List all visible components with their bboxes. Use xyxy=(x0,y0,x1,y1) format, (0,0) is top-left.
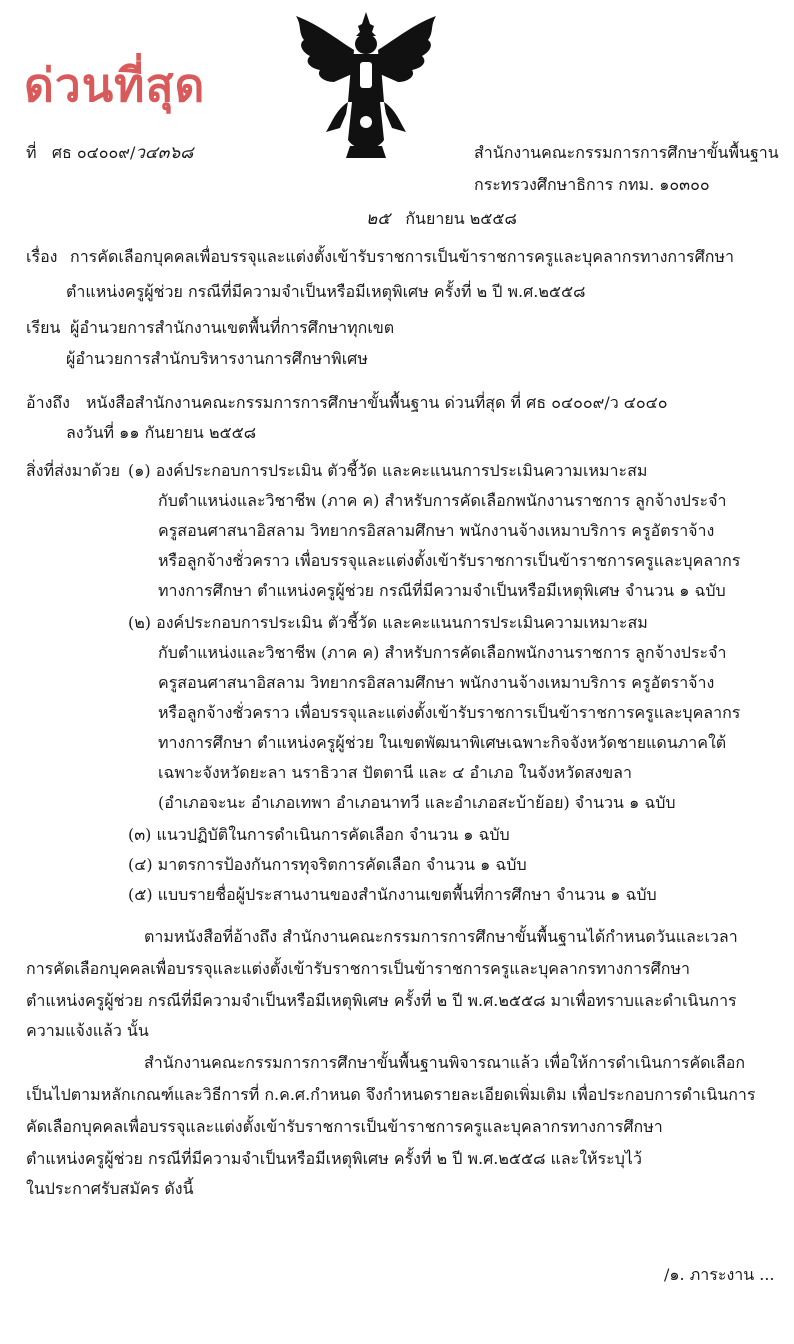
doc-number-label: ที่ xyxy=(26,143,37,162)
enclosure-2-line: (อำเภอจะนะ อำเภอเทพา อำเภอนาทวี และอำเภอสะบ้าย้อย) จำนวน ๑ ฉบับ xyxy=(158,793,676,812)
paragraph-2-line: ตำแหน่งครูผู้ช่วย กรณีที่มีความจำเป็นหรือมีเหตุพิเศษ ครั้งที่ ๒ ปี พ.ศ.๒๕๕๘ และให้ระบุไว้ xyxy=(26,1149,642,1168)
doc-number xyxy=(26,142,193,164)
document-date xyxy=(366,208,517,230)
paragraph-2-line: ในประกาศรับสมัคร ดังนี้ xyxy=(26,1179,194,1198)
doc-number-value: ศธ ๐๔๐๐๙/ xyxy=(51,143,136,162)
continuation-note: /๑. ภาระงาน ... xyxy=(664,1265,775,1284)
issuer-line2: กระทรวงศึกษาธิการ กทม. ๑๐๓๐๐ xyxy=(474,175,710,194)
enclosure-2-line: เฉพาะจังหวัดยะลา นราธิวาส ปัตตานี และ ๔ อำเภอ ในจังหวัดสงขลา xyxy=(158,763,632,782)
paragraph-1-line: ตำแหน่งครูผู้ช่วย กรณีที่มีความจำเป็นหรือมีเหตุพิเศษ ครั้งที่ ๒ ปี พ.ศ.๒๕๕๘ มาเพื่อทราบและดำเนินการ xyxy=(26,991,737,1010)
subject-line1: การคัดเลือกบุคคลเพื่อบรรจุและแต่งตั้งเข้ารับราชการเป็นข้าราชการครูและบุคลากรทางการศึกษา xyxy=(70,247,735,266)
date-day-handwritten: ๒๕ xyxy=(366,209,391,229)
paragraph-2-line: คัดเลือกบุคคลเพื่อบรรจุและแต่งตั้งเข้ารับราชการเป็นข้าราชการครูและบุคลากรทางการศึกษา xyxy=(26,1117,663,1136)
reference-line2: ลงวันที่ ๑๑ กันยายน ๒๕๕๘ xyxy=(66,423,257,442)
enclosure-1-line: ครูสอนศาสนาอิสลาม วิทยากรอิสลามศึกษา พนักงานจ้างเหมาบริการ ครูอัตราจ้าง xyxy=(158,521,715,540)
enclosure-4: (๔) มาตรการป้องกันการทุจริตการคัดเลือก จำนวน ๑ ฉบับ xyxy=(128,855,527,874)
enclosure-2-line: หรือลูกจ้างชั่วคราว เพื่อบรรจุและแต่งตั้งเข้ารับราชการเป็นข้าราชการครูและบุคลากร xyxy=(158,703,741,722)
enclosure-2-line: กับตำแหน่งและวิชาชีพ (ภาค ค) สำหรับการคัดเลือกพนักงานราชการ ลูกจ้างประจำ xyxy=(158,643,727,662)
enclosure-2-line: (๒) องค์ประกอบการประเมิน ตัวชี้วัด และคะแนนการประเมินความเหมาะสม xyxy=(128,613,648,632)
paragraph-1-line: การคัดเลือกบุคคลเพื่อบรรจุและแต่งตั้งเข้ารับราชการเป็นข้าราชการครูและบุคลากรทางการศึกษา xyxy=(26,959,691,978)
doc-number-handwritten: ว๔๓๖๘ xyxy=(135,143,194,163)
paragraph-2-line: เป็นไปตามหลักเกณฑ์และวิธีการที่ ก.ค.ศ.กำหนด จึงกำหนดรายละเอียดเพิ่มเติม เพื่อประกอบการดำเนินการ xyxy=(26,1085,756,1104)
paragraph-2-line: สำนักงานคณะกรรมการการศึกษาขั้นพื้นฐานพิจารณาแล้ว เพื่อให้การดำเนินการคัดเลือก xyxy=(144,1053,746,1072)
date-month-year: กันยายน ๒๕๕๘ xyxy=(405,209,517,228)
paragraph-1-line: ความแจ้งแล้ว นั้น xyxy=(26,1021,149,1040)
paragraph-1-line: ตามหนังสือที่อ้างถึง สำนักงานคณะกรรมการการศึกษาขั้นพื้นฐานได้กำหนดวันและเวลา xyxy=(144,927,738,946)
enclosure-2-line: ครูสอนศาสนาอิสลาม วิทยากรอิสลามศึกษา พนักงานจ้างเหมาบริการ ครูอัตราจ้าง xyxy=(158,673,715,692)
garuda-emblem-icon xyxy=(288,10,444,160)
enclosure-2-line: ทางการศึกษา ตำแหน่งครูผู้ช่วย ในเขตพัฒนาพิเศษเฉพาะกิจจังหวัดชายแดนภาคใต้ xyxy=(158,733,727,752)
subject-line2: ตำแหน่งครูผู้ช่วย กรณีที่มีความจำเป็นหรือมีเหตุพิเศษ ครั้งที่ ๒ ปี พ.ศ.๒๕๕๘ xyxy=(66,282,586,301)
enclosure-1-line: กับตำแหน่งและวิชาชีพ (ภาค ค) สำหรับการคัดเลือกพนักงานราชการ ลูกจ้างประจำ xyxy=(158,491,727,510)
enclosure-5: (๕) แบบรายชื่อผู้ประสานงานของสำนักงานเขตพื้นที่การศึกษา จำนวน ๑ ฉบับ xyxy=(128,885,657,904)
enclosure-1-line: หรือลูกจ้างชั่วคราว เพื่อบรรจุและแต่งตั้งเข้ารับราชการเป็นข้าราชการครูและบุคลากร xyxy=(158,551,741,570)
urgent-stamp: ด่วนที่สุด xyxy=(24,58,206,112)
to-line2: ผู้อำนวยการสำนักบริหารงานการศึกษาพิเศษ xyxy=(66,349,368,368)
enclosure-1-line: (๑) องค์ประกอบการประเมิน ตัวชี้วัด และคะแนนการประเมินความเหมาะสม xyxy=(128,461,648,480)
subject-label: เรื่อง xyxy=(26,247,58,266)
enclosure-3: (๓) แนวปฏิบัติในการดำเนินการคัดเลือก จำนวน ๑ ฉบับ xyxy=(128,825,510,844)
reference-label: อ้างถึง xyxy=(26,393,70,412)
issuer-line1: สำนักงานคณะกรรมการการศึกษาขั้นพื้นฐาน xyxy=(474,143,779,162)
to-line1: ผู้อำนวยการสำนักงานเขตพื้นที่การศึกษาทุกเขต xyxy=(70,318,395,337)
reference-line1: หนังสือสำนักงานคณะกรรมการการศึกษาขั้นพื้นฐาน ด่วนที่สุด ที่ ศธ ๐๔๐๐๙/ว ๔๐๔๐ xyxy=(86,393,668,412)
to-label: เรียน xyxy=(26,318,61,337)
enclosure-1-line: ทางการศึกษา ตำแหน่งครูผู้ช่วย กรณีที่มีความจำเป็นหรือมีเหตุพิเศษ จำนวน ๑ ฉบับ xyxy=(158,581,726,600)
enclosures-label: สิ่งที่ส่งมาด้วย xyxy=(26,461,120,480)
